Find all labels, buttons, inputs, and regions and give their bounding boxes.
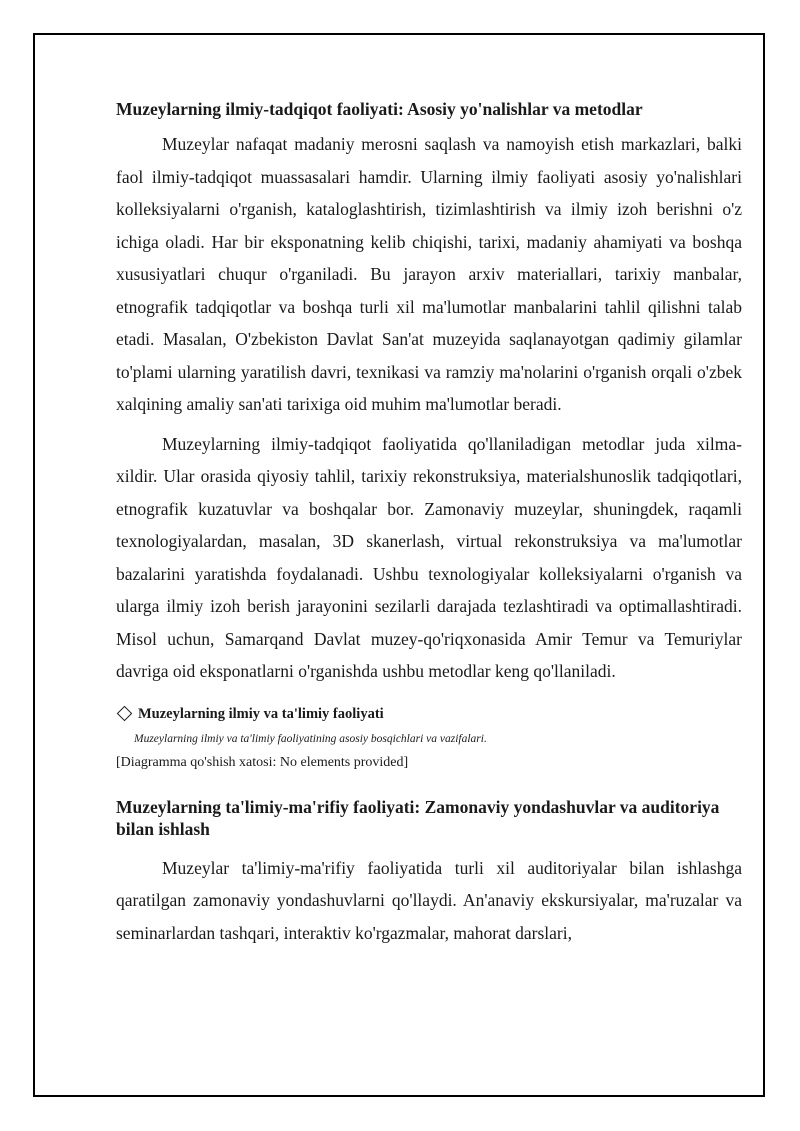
section-heading-research: Muzeylarning ilmiy-tadqiqot faoliyati: Asosiy yo'nalishlar va metodlar [116, 99, 643, 119]
diamond-icon [117, 706, 133, 722]
section-heading-education: Muzeylarning ta'limiy-ma'rifiy faoliyati: Zamonaviy yondashuvlar va auditoriya bilan ishlash [116, 796, 720, 839]
document-body [116, 98, 742, 949]
paragraph: Muzeylar ta'limiy-ma'rifiy faoliyatida turli xil auditoriyalar bilan ishlashga qaratilgan zamonaviy yondashuvlarni qo'llaydi. An'anaviy ekskursiyalar, ma'ruzalar va seminarlardan tashqari, interaktiv ko'rgazmalar, mahorat darslari, [116, 857, 742, 943]
diagram-caption: Muzeylarning ilmiy va ta'limiy faoliyatining asosiy bosqichlari va vazifalari. [134, 732, 487, 745]
diagram-title-row [116, 704, 742, 724]
paragraph: Muzeylarning ilmiy-tadqiqot faoliyatida qo'llaniladigan metodlar juda xilma-xildir. Ular orasida qiyosiy tahlil, tarixiy rekonstruksiya, materialshunoslik tadqiqotlari, etnografik kuzatuvlar va boshqalar bor. Zamonaviy muzeylar, shuningdek, raqamli texnologiyalardan, masalan, 3D skanerlash, virtual rekonstruksiya va ma'lumotlar bazalarini yaratishda foydalanadi. Ushbu texnologiyalar kolleksiyalarni o'rganish va ularga ilmiy izoh berish jarayonini sezilarli darajada tezlashtiradi va optimallashtiradi. Misol uchun, Samarqand Davlat muzey-qo'riqxonasida Amir Temur va Temuriylar davriga oid eksponatlarni o'rganishda ushbu metodlar keng qo'llaniladi. [116, 433, 742, 681]
diagram-title: Muzeylarning ilmiy va ta'limiy faoliyati [138, 705, 384, 722]
paragraph: Muzeylar nafaqat madaniy merosni saqlash va namoyish etish markazlari, balki faol ilmiy-tadqiqot muassasalari hamdir. Ularning ilmiy faoliyati asosiy yo'nalishlari kolleksiyalarni o'rganish, kataloglashtirish, tizimlashtirish va ilmiy izoh berishni o'z ichiga oladi. Har bir eksponatning kelib chiqishi, tarixi, madaniy ahamiyati va boshqa xususiyatlari chuqur o'rganiladi. Bu jarayon arxiv materiallari, tarixiy manbalar, etnografik tadqiqotlar va boshqa turli xil ma'lumotlar manbalarini tahlil qilishni talab etadi. Masalan, O'zbekiston Davlat San'at muzeyida saqlanayotgan qadimiy gilamlar to'plami ularning yaratilish davri, texnikasi va ramziy ma'nolarini o'rganish orqali o'zbek xalqining amaliy san'ati tarixiga oid muhim ma'lumotlar beradi. [116, 134, 742, 414]
diagram-placeholder [116, 704, 742, 772]
diagram-error-message: [Diagramma qo'shish xatosi: No elements provided] [116, 754, 409, 770]
